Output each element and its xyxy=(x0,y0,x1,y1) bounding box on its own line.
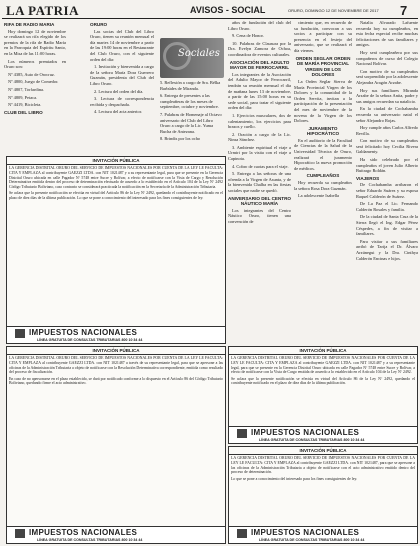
notice-footer xyxy=(7,526,225,543)
article-paragraph: Hoy recuerda su cumpleaños la señora Rosa Dora Guzmán. xyxy=(294,180,352,191)
article-paragraph: Ha sido celebrado por el cumpleaños el joven Julio Alberto Buitrago Roldán. xyxy=(356,157,418,174)
notice-title: INVITACIÓN PÚBLICA xyxy=(7,347,225,355)
notice-footer xyxy=(229,426,417,443)
notice-hotline: LÍNEA GRATUITA DE CONSULTAS TRIBUTARIAS 800 10 34 44 xyxy=(37,338,143,342)
column-5 xyxy=(294,20,352,199)
rifa-prize: Nº 4385, Auto de Orocruz. xyxy=(8,71,55,77)
invitacion-publica-notice xyxy=(228,346,418,444)
article-paragraph: 9. Cena de Honor. xyxy=(232,33,264,39)
club-paragraph: 2. Lectura del orden del día. xyxy=(94,88,144,94)
notice-body xyxy=(229,455,417,484)
notice-title: INVITACIÓN PÚBLICA xyxy=(7,157,225,165)
heading-club-libro: CLUB DEL LIBRO xyxy=(4,109,43,115)
invitacion-publica-notice xyxy=(6,156,226,344)
heading-cumpleanos: CUMPLEAÑOS xyxy=(306,173,340,179)
article-paragraph: 4. Cobro de cuotas para el viaje. xyxy=(232,163,289,169)
section-title: AVISOS - SOCIAL xyxy=(190,5,266,15)
notice-footer xyxy=(7,326,225,343)
column-2 xyxy=(90,20,154,152)
impuestos-logo-icon xyxy=(237,529,247,538)
notice-brand: IMPUESTOS NACIONALES xyxy=(251,428,360,437)
heading-centro-nautico: ANIVERSARIO DEL CENTRO NÁUTICO MARÍA xyxy=(228,195,291,207)
club-paragraph: Las socias del Club del Libro Oruro, tienen su reunión mensual el día martes 14 de noviembre a partir de las 19:00 horas en el Restaurante del Club Oruro, con el siguiente orden del día: xyxy=(90,28,154,62)
notice-paragraph: LA GERENCIA DISTRITAL ORURO DEL SERVICIO DE IMPUESTOS NACIONALES POR CUENTA DE LA LEY LE FACULTA: CITA Y EMPLAZA al contribuyente GAEZZI LTDA. con NIT 1021487 y a su representante legal, para que se presente en la Gerencia Distrital Oruro ubicada en calle Pagador Nº 5748 entre Sucre y Bolívar, a efecto de notificarse con la Vista de Cargo emitida de acuerdo a lo establecido en el Artículo 104 de la Ley Nº 2492. xyxy=(231,356,415,375)
rifa-prize: Nº 4800, Juego de Comedor. xyxy=(8,79,59,85)
dateline: ORURO, DOMINGO 12 DE NOVIEMBRE DE 2017 xyxy=(288,8,379,13)
invitacion-publica-notice xyxy=(6,346,226,544)
sociales-banner xyxy=(160,38,224,78)
article-paragraph: De la ciudad de Santa Cruz de la Sierra llegó el Ing. Edgar Pérez Céspedes, a fin de visitar a familiares. xyxy=(356,214,418,237)
heading-viajeros: VIAJEROS xyxy=(356,175,380,181)
notice-paragraph: LA GERENCIA DISTRITAL ORURO DEL SERVICIO DE IMPUESTOS NACIONALES POR CUENTA DE LA LEY LE FACULTA: CITA Y EMPLAZA al contribuyente GAEZZI LTDA. con NIT 1021487 a través de su representante legal, para que se apersone a las oficinas de la Administración Tributaria a objeto de notificarse con la Resolución Determinativa correspondiente, emitida como resultado del proceso de fiscalización. xyxy=(9,356,223,375)
rifa-paragraph: Hoy domingo 12 de noviembre se realizará un rifa elegido de los premios de la rifa de Radio María en la Parroquia del Espíritu Santo, en la Misa de las 11:00 horas. xyxy=(4,28,66,56)
article-paragraph: Hoy será cumpleañera por sus compañeros de curso del Colegio Nacional Bolívar. xyxy=(356,49,418,67)
column-6 xyxy=(356,20,418,342)
article-paragraph: De Cochabamba arribaron el señor Eduardo Suárez y su esposa Raquel Calderón de Suárez. xyxy=(356,182,418,199)
article-paragraph: En el auditorio de la Facultad de Ciencias de la Salud de la Universidad Técnica de Oruro, realizará el juramento Hipocrático la nueva promoción de médicos. xyxy=(294,137,352,171)
column-4 xyxy=(228,20,291,224)
rifa-prize: Nº 4809, Petaca. xyxy=(8,94,38,100)
article-paragraph: años de fundación del club del Libro Oruro. xyxy=(228,20,291,31)
club-paragraph: 8. Brindis por los ocho xyxy=(160,136,201,142)
notice-title: INVITACIÓN PÚBLICA xyxy=(229,447,417,455)
rifa-paragraph: Los números premiados en Oruro son: xyxy=(4,58,66,70)
notice-body xyxy=(7,355,225,389)
notice-paragraph: LA GERENCIA DISTRITAL ORURO DEL SERVICIO DE IMPUESTOS NACIONALES POR CUENTA DE LA LEY LE FACULTA: CITA Y EMPLAZA al contribuyente GAEZZI LTDA. con NIT 1021487, para que se apersone a las oficinas de la Administración Tributaria a objeto de notificarse con el acto administrativo emitido dentro del proceso de determinación. xyxy=(231,456,415,475)
notice-paragraph: Lo que se pone a conocimiento del interesado para los fines consiguientes de ley. xyxy=(231,476,358,481)
notice-hotline: LÍNEA GRATUITA DE CONSULTAS TRIBUTARIAS 800 10 34 44 xyxy=(259,438,365,442)
page-number: 7 xyxy=(400,3,408,18)
article-paragraph: Natalia Alvarado Lafuente recuerda hoy su cumpleaños, en esta fecha especial recibe muchas felicitaciones de sus familiares y amigos. xyxy=(356,20,418,48)
impuestos-logo-icon xyxy=(15,329,25,338)
article-paragraph: 2. Oración a cargo de la Lic. Ninsa Sánchez. xyxy=(228,131,291,143)
article-paragraph: De La Paz el Lic. Fernando Calderón Rosales y familia. xyxy=(356,201,418,212)
article-paragraph: cimiento que, en recuerdo de su fundación, convocan a sus socios a participar con su presencia en el festejo del aniversario, que se realizará el día viernes. xyxy=(294,20,352,53)
heading-orden-seglar: ORDEN SEGLAR ORDEN DE MARÍA PROVINCIAL VIRGEN DE LOS DOLORES xyxy=(295,55,351,78)
club-paragraph: 7. Palabras de Homenaje al Octavo aniversario del Club del Libro Oruro a cargo de la Lic. Yuma Bucha de Antezana. xyxy=(160,111,222,134)
article-paragraph: La adolescente Isabella xyxy=(298,193,339,199)
masthead: LA PATRIA xyxy=(6,3,79,18)
club-paragraph: 3. Lectura de correspondencia recibida y despachada. xyxy=(90,96,154,107)
heading-oruro: ORURO xyxy=(90,22,108,27)
notice-brand: IMPUESTOS NACIONALES xyxy=(29,328,138,337)
notice-footer xyxy=(229,526,417,543)
club-paragraph: 4. Lectura del acta anterior. xyxy=(94,109,143,115)
invitacion-publica-notice xyxy=(228,446,418,544)
article-paragraph: 3. Ambiente espiritual el viaje a Urmiri por la visita con el viaje a Capinota. xyxy=(228,144,291,162)
impuestos-logo-icon xyxy=(237,429,247,438)
article-paragraph: La Orden Seglar Sierva de María Provincial Virgen de los Dolores y la comunidad de la Orden Servita, invitan a la participación de la presentación del mes de noviembre de la novena de la Virgen de los Dolores. xyxy=(294,78,352,124)
notice-paragraph: En caso de no apersonarse en el plazo establecido, se dará por notificado conforme a lo dispuesto en el Artículo 86 del Código Tributario Boliviano, quedando firme el acto administrativo. xyxy=(9,376,223,386)
notice-paragraph: LA GERENCIA DISTRITAL ORURO DEL SERVICIO DE IMPUESTOS NACIONALES POR CUENTA DE LA LEY LE FACULTA: CITA Y EMPLAZA al contribuyente GAEZZI LTDA. con NIT 1021487 y a su representante legal, para que se presente en la Gerencia Distrital Oruro ubicada en calle Pagador Nº 5748 entre Sucre y Bolívar, a efecto de notificarse con la Vista de Cargo y Resolución Determinativa emitida dentro del proceso de determinación efectuado de acuerdo a lo establecido en el Artículo 104 de la Ley Nº 2492 Código Tributario Boliviano, caso contrario se considerará practicada la notificación en la Secretaría de la Administración Tributaria. xyxy=(9,166,223,190)
article-paragraph: Los integrantes del Centro Náutico Oruro, tienen una convención de xyxy=(228,207,291,224)
article-paragraph: Hoy cumple años Carlos Alfredo Revilla. xyxy=(356,125,418,136)
article-paragraph: Para visitar a sus familiares arribó de Tarija el Dr. Álvaro Arzúnegui y la Dra. Cinthya Calderón Encinas e hijos. xyxy=(356,238,418,261)
notice-brand: IMPUESTOS NACIONALES xyxy=(29,528,138,537)
impuestos-logo-icon xyxy=(15,529,25,538)
article-paragraph: 5. Entrega a las señoras de una ofrenda a la Virgen de Asunta, y de la bienvenida Chalba en las fiestas sociales que nadie se quedó. xyxy=(228,171,291,194)
article-paragraph: Los integrantes de la Asociación del Adulto Mayor de Ferrocarril, tendrán su reunión mensual el día de mañana lunes 13 de noviembre, a partir de las 15:00 horas en su sede social, para tratar el siguiente orden del día: xyxy=(228,71,291,111)
rifa-prize: Nº 4419, Bicicleta. xyxy=(8,102,42,108)
notice-hotline: LÍNEA GRATUITA DE CONSULTAS TRIBUTARIAS 800 10 34 44 xyxy=(259,538,365,542)
heading-adulto-mayor: ASOCIACIÓN DEL ADULTO MAYOR DE FERROCARRIL xyxy=(229,59,290,71)
club-paragraph: 1. Invitación y bienvenida a cargo de la señora María Dora Guerrero Guzmán, presidenta del Club del Libro Oruro. xyxy=(90,64,154,86)
article-paragraph: 10. Palabras de Clausura por la Dra. Evelyn Zamora de Ochoa, coordinadora de eventos culturales. xyxy=(228,40,291,57)
article-paragraph: 1. Ejercicios musculares, dos de calentamiento, los ejercicios para brazos y cuello. xyxy=(228,112,291,130)
rifa-prize: Nº 4807, Torfardina. xyxy=(8,86,45,92)
article-paragraph: Con motivo de su cumpleaños será sorprendido por la adolescente Alejandra Aragón Arzabe. xyxy=(356,68,418,85)
banner-word: Sociales xyxy=(178,48,220,59)
heading-juramento: JURAMENTO HIPOCRÁTICO xyxy=(306,125,340,137)
page-header xyxy=(2,2,418,19)
notice-body xyxy=(229,355,417,389)
notice-paragraph: Se aclara que la presente notificación se efectúa en virtud del Artículo 86 de la Ley Nº 2492, quedando el contribuyente notificado en el plazo de diez días de la última publicación. Lo que se pone a conocimiento del interesado para los fines consiguientes de ley. xyxy=(9,191,223,201)
club-paragraph: 5. Reflexión a cargo de Sra. Bélka Barbúdes de Miranda. xyxy=(160,80,221,91)
column-1 xyxy=(4,20,66,152)
notice-paragraph: Se aclara que la presente notificación se efectúa en virtud del Artículo 86 de la Ley Nº 2492, quedando el contribuyente notificado en el plazo de diez días de la última publicación. xyxy=(231,376,415,386)
column-3 xyxy=(160,80,224,152)
article-paragraph: Hoy sus familiares Miranda Arzabe de la señora Anita, padre y sus amigos recuerdan su natalicio. xyxy=(356,87,418,104)
notice-body xyxy=(7,165,225,204)
club-paragraph: 6. Entrega de presentes a las cumpleañeras de los meses de septiembre, octubre y noviembre. xyxy=(160,93,219,110)
article-paragraph: En la ciudad de Cochabamba recuerda su aniversario natal el señor Alejandro Rojas. xyxy=(356,106,418,123)
notice-brand: IMPUESTOS NACIONALES xyxy=(251,528,360,537)
notice-title: INVITACIÓN PÚBLICA xyxy=(229,347,417,355)
notice-hotline: LÍNEA GRATUITA DE CONSULTAS TRIBUTARIAS 800 10 34 44 xyxy=(37,538,143,542)
heading-rifa: RIFA DE RADIO MARIA xyxy=(4,22,55,27)
article-paragraph: Con motivo de su cumpleaños será felicitado hoy Cecilia Rivera Galdamenty. xyxy=(356,138,418,155)
